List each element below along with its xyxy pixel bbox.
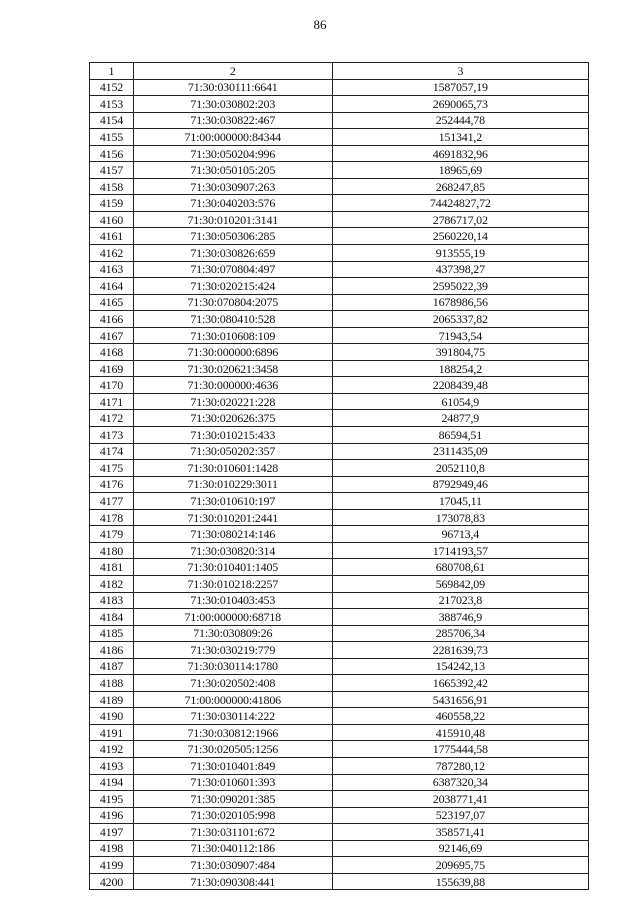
- cadastral-number-cell: 71:30:020215:424: [133, 278, 332, 295]
- table-row: [90, 476, 589, 493]
- cadastral-number-cell: 71:30:030802:203: [133, 96, 332, 113]
- cadastral-number-cell: 71:30:010201:2441: [133, 509, 332, 526]
- cadastral-number-cell: 71:30:010218:2257: [133, 575, 332, 592]
- row-number-cell: 4179: [90, 526, 134, 543]
- row-number-cell: 4174: [90, 443, 134, 460]
- table-row: [90, 691, 589, 708]
- table-row: [90, 96, 589, 113]
- cadastral-number-cell: 71:30:010601:393: [133, 774, 332, 791]
- value-cell: 1665392,42: [332, 675, 588, 692]
- table-row: [90, 211, 589, 228]
- value-cell: 388746,9: [332, 609, 588, 626]
- table-row: [90, 609, 589, 626]
- table-row: [90, 774, 589, 791]
- value-cell: 2281639,73: [332, 642, 588, 659]
- cadastral-number-cell: 71:30:010608:109: [133, 327, 332, 344]
- row-number-cell: 4156: [90, 145, 134, 162]
- row-number-cell: 4183: [90, 592, 134, 609]
- cadastral-number-cell: 71:30:090201:385: [133, 791, 332, 808]
- cadastral-number-cell: 71:30:030809:26: [133, 625, 332, 642]
- row-number-cell: 4180: [90, 542, 134, 559]
- cadastral-number-cell: 71:30:020502:408: [133, 675, 332, 692]
- row-number-cell: 4186: [90, 642, 134, 659]
- cadastral-number-cell: 71:30:031101:672: [133, 824, 332, 841]
- value-cell: 2690065,73: [332, 96, 588, 113]
- value-cell: 460558,22: [332, 708, 588, 725]
- cadastral-number-cell: 71:30:020626:375: [133, 410, 332, 427]
- table-row: [90, 675, 589, 692]
- row-number-cell: 4158: [90, 178, 134, 195]
- cadastral-number-cell: 71:30:050105:205: [133, 162, 332, 179]
- table-row: [90, 493, 589, 510]
- value-cell: 2052110,8: [332, 460, 588, 477]
- cadastral-number-cell: 71:30:090308:441: [133, 873, 332, 890]
- page-number: 86: [313, 17, 327, 32]
- cadastral-number-cell: 71:30:030219:779: [133, 642, 332, 659]
- value-cell: 415910,48: [332, 724, 588, 741]
- table-row: [90, 708, 589, 725]
- value-cell: 358571,41: [332, 824, 588, 841]
- cadastral-number-cell: 71:30:010215:433: [133, 427, 332, 444]
- value-cell: 913555,19: [332, 245, 588, 262]
- row-number-cell: 4168: [90, 344, 134, 361]
- row-number-cell: 4157: [90, 162, 134, 179]
- value-cell: 569842,09: [332, 575, 588, 592]
- value-cell: 5431656,91: [332, 691, 588, 708]
- table-row: [90, 377, 589, 394]
- value-cell: 61054,9: [332, 393, 588, 410]
- table-row: [90, 625, 589, 642]
- cadastral-number-cell: 71:30:030907:484: [133, 857, 332, 874]
- row-number-cell: 4167: [90, 327, 134, 344]
- value-cell: 2595022,39: [332, 278, 588, 295]
- table-row: [90, 542, 589, 559]
- value-cell: 1678986,56: [332, 294, 588, 311]
- cadastral-number-cell: 71:30:020105:998: [133, 807, 332, 824]
- row-number-cell: 4188: [90, 675, 134, 692]
- row-number-cell: 4169: [90, 360, 134, 377]
- value-cell: 285706,34: [332, 625, 588, 642]
- row-number-cell: 4192: [90, 741, 134, 758]
- value-cell: 24877,9: [332, 410, 588, 427]
- table-row: [90, 278, 589, 295]
- column-header-1: 1: [90, 63, 134, 80]
- cadastral-number-cell: 71:30:010401:849: [133, 757, 332, 774]
- value-cell: 1587057,19: [332, 79, 588, 96]
- row-number-cell: 4162: [90, 245, 134, 262]
- row-number-cell: 4154: [90, 112, 134, 129]
- row-number-cell: 4182: [90, 575, 134, 592]
- value-cell: 74424827,72: [332, 195, 588, 212]
- row-number-cell: 4163: [90, 261, 134, 278]
- cadastral-number-cell: 71:30:080410:528: [133, 311, 332, 328]
- value-cell: 18965,69: [332, 162, 588, 179]
- row-number-cell: 4155: [90, 129, 134, 146]
- value-cell: 173078,83: [332, 509, 588, 526]
- value-cell: 92146,69: [332, 840, 588, 857]
- cadastral-number-cell: 71:30:000000:6896: [133, 344, 332, 361]
- value-cell: 2038771,41: [332, 791, 588, 808]
- row-number-cell: 4171: [90, 393, 134, 410]
- cadastral-number-cell: 71:30:020621:3458: [133, 360, 332, 377]
- column-header-2: 2: [133, 63, 332, 80]
- value-cell: 17045,11: [332, 493, 588, 510]
- row-number-cell: 4185: [90, 625, 134, 642]
- value-cell: 437398,27: [332, 261, 588, 278]
- value-cell: 71943,54: [332, 327, 588, 344]
- cadastral-number-cell: 71:30:030820:314: [133, 542, 332, 559]
- row-number-cell: 4170: [90, 377, 134, 394]
- table-row: [90, 327, 589, 344]
- table-row: [90, 509, 589, 526]
- row-number-cell: 4193: [90, 757, 134, 774]
- value-cell: 96713,4: [332, 526, 588, 543]
- cadastral-number-cell: 71:30:010229:3011: [133, 476, 332, 493]
- row-number-cell: 4190: [90, 708, 134, 725]
- table-row: [90, 658, 589, 675]
- row-number-cell: 4198: [90, 840, 134, 857]
- value-cell: 2208439,48: [332, 377, 588, 394]
- row-number-cell: 4200: [90, 873, 134, 890]
- row-number-cell: 4184: [90, 609, 134, 626]
- row-number-cell: 4197: [90, 824, 134, 841]
- cadastral-number-cell: 71:30:030822:467: [133, 112, 332, 129]
- row-number-cell: 4166: [90, 311, 134, 328]
- table-row: [90, 294, 589, 311]
- value-cell: 155639,88: [332, 873, 588, 890]
- table-row: [90, 360, 589, 377]
- table-row: [90, 443, 589, 460]
- table-row: [90, 410, 589, 427]
- table-row: [90, 79, 589, 96]
- table-row: [90, 873, 589, 890]
- value-cell: 2311435,09: [332, 443, 588, 460]
- table-row: [90, 526, 589, 543]
- row-number-cell: 4153: [90, 96, 134, 113]
- cadastral-number-cell: 71:30:030907:263: [133, 178, 332, 195]
- table-row: [90, 741, 589, 758]
- cadastral-number-cell: 71:30:040203:576: [133, 195, 332, 212]
- cadastral-number-cell: 71:30:030111:6641: [133, 79, 332, 96]
- row-number-cell: 4181: [90, 559, 134, 576]
- cadastral-number-cell: 71:30:010201:3141: [133, 211, 332, 228]
- cadastral-number-cell: 71:30:050202:357: [133, 443, 332, 460]
- row-number-cell: 4159: [90, 195, 134, 212]
- table-header: [90, 63, 589, 80]
- row-number-cell: 4161: [90, 228, 134, 245]
- table-row: [90, 112, 589, 129]
- value-cell: 1714193,57: [332, 542, 588, 559]
- cadastral-number-cell: 71:30:070804:2075: [133, 294, 332, 311]
- row-number-cell: 4199: [90, 857, 134, 874]
- table-row: [90, 592, 589, 609]
- cadastral-number-cell: 71:30:030812:1966: [133, 724, 332, 741]
- table-row: [90, 393, 589, 410]
- data-table: [89, 62, 589, 890]
- value-cell: 6387320,34: [332, 774, 588, 791]
- cadastral-number-cell: 71:30:020505:1256: [133, 741, 332, 758]
- table-row: [90, 195, 589, 212]
- row-number-cell: 4172: [90, 410, 134, 427]
- table-row: [90, 344, 589, 361]
- cadastral-number-cell: 71:30:030114:222: [133, 708, 332, 725]
- row-number-cell: 4176: [90, 476, 134, 493]
- table-row: [90, 228, 589, 245]
- cadastral-number-cell: 71:30:030114:1780: [133, 658, 332, 675]
- table-row: [90, 162, 589, 179]
- value-cell: 217023,8: [332, 592, 588, 609]
- table-row: [90, 559, 589, 576]
- value-cell: 209695,75: [332, 857, 588, 874]
- table-row: [90, 245, 589, 262]
- cadastral-number-cell: 71:30:070804:497: [133, 261, 332, 278]
- table-row: [90, 129, 589, 146]
- table-body: [90, 79, 589, 890]
- row-number-cell: 4164: [90, 278, 134, 295]
- table-row: [90, 857, 589, 874]
- value-cell: 2786717,02: [332, 211, 588, 228]
- table-row: [90, 724, 589, 741]
- row-number-cell: 4175: [90, 460, 134, 477]
- table-row: [90, 311, 589, 328]
- cadastral-number-cell: 71:30:050204:996: [133, 145, 332, 162]
- value-cell: 151341,2: [332, 129, 588, 146]
- row-number-cell: 4195: [90, 791, 134, 808]
- cadastral-number-cell: 71:30:040112:186: [133, 840, 332, 857]
- table-row: [90, 178, 589, 195]
- table-row: [90, 261, 589, 278]
- column-header-3: 3: [332, 63, 588, 80]
- row-number-cell: 4194: [90, 774, 134, 791]
- value-cell: 787280,12: [332, 757, 588, 774]
- value-cell: 2065337,82: [332, 311, 588, 328]
- table-row: [90, 145, 589, 162]
- row-number-cell: 4191: [90, 724, 134, 741]
- value-cell: 86594,51: [332, 427, 588, 444]
- value-cell: 4691832,96: [332, 145, 588, 162]
- table-row: [90, 427, 589, 444]
- cadastral-number-cell: 71:30:010601:1428: [133, 460, 332, 477]
- row-number-cell: 4178: [90, 509, 134, 526]
- cadastral-number-cell: 71:30:030826:659: [133, 245, 332, 262]
- cadastral-number-cell: 71:30:050306:285: [133, 228, 332, 245]
- table-row: [90, 840, 589, 857]
- row-number-cell: 4152: [90, 79, 134, 96]
- value-cell: 8792949,46: [332, 476, 588, 493]
- table-row: [90, 807, 589, 824]
- cadastral-number-cell: 71:30:080214:146: [133, 526, 332, 543]
- row-number-cell: 4189: [90, 691, 134, 708]
- row-number-cell: 4173: [90, 427, 134, 444]
- value-cell: 391804,75: [332, 344, 588, 361]
- table-row: [90, 824, 589, 841]
- value-cell: 523197,07: [332, 807, 588, 824]
- cadastral-number-cell: 71:00:000000:84344: [133, 129, 332, 146]
- table-row: [90, 791, 589, 808]
- value-cell: 2560220,14: [332, 228, 588, 245]
- table-row: [90, 460, 589, 477]
- header-row: [90, 63, 589, 80]
- value-cell: 154242,13: [332, 658, 588, 675]
- cadastral-number-cell: 71:30:010610:197: [133, 493, 332, 510]
- row-number-cell: 4177: [90, 493, 134, 510]
- value-cell: 1775444,58: [332, 741, 588, 758]
- row-number-cell: 4196: [90, 807, 134, 824]
- value-cell: 188254,2: [332, 360, 588, 377]
- value-cell: 268247,85: [332, 178, 588, 195]
- cadastral-number-cell: 71:00:000000:68718: [133, 609, 332, 626]
- table-row: [90, 757, 589, 774]
- row-number-cell: 4160: [90, 211, 134, 228]
- row-number-cell: 4165: [90, 294, 134, 311]
- table-row: [90, 575, 589, 592]
- cadastral-number-cell: 71:30:010403:453: [133, 592, 332, 609]
- value-cell: 680708,61: [332, 559, 588, 576]
- value-cell: 252444,78: [332, 112, 588, 129]
- cadastral-number-cell: 71:30:000000:4636: [133, 377, 332, 394]
- cadastral-number-cell: 71:30:020221:228: [133, 393, 332, 410]
- cadastral-number-cell: 71:30:010401:1405: [133, 559, 332, 576]
- table-row: [90, 642, 589, 659]
- row-number-cell: 4187: [90, 658, 134, 675]
- cadastral-number-cell: 71:00:000000:41806: [133, 691, 332, 708]
